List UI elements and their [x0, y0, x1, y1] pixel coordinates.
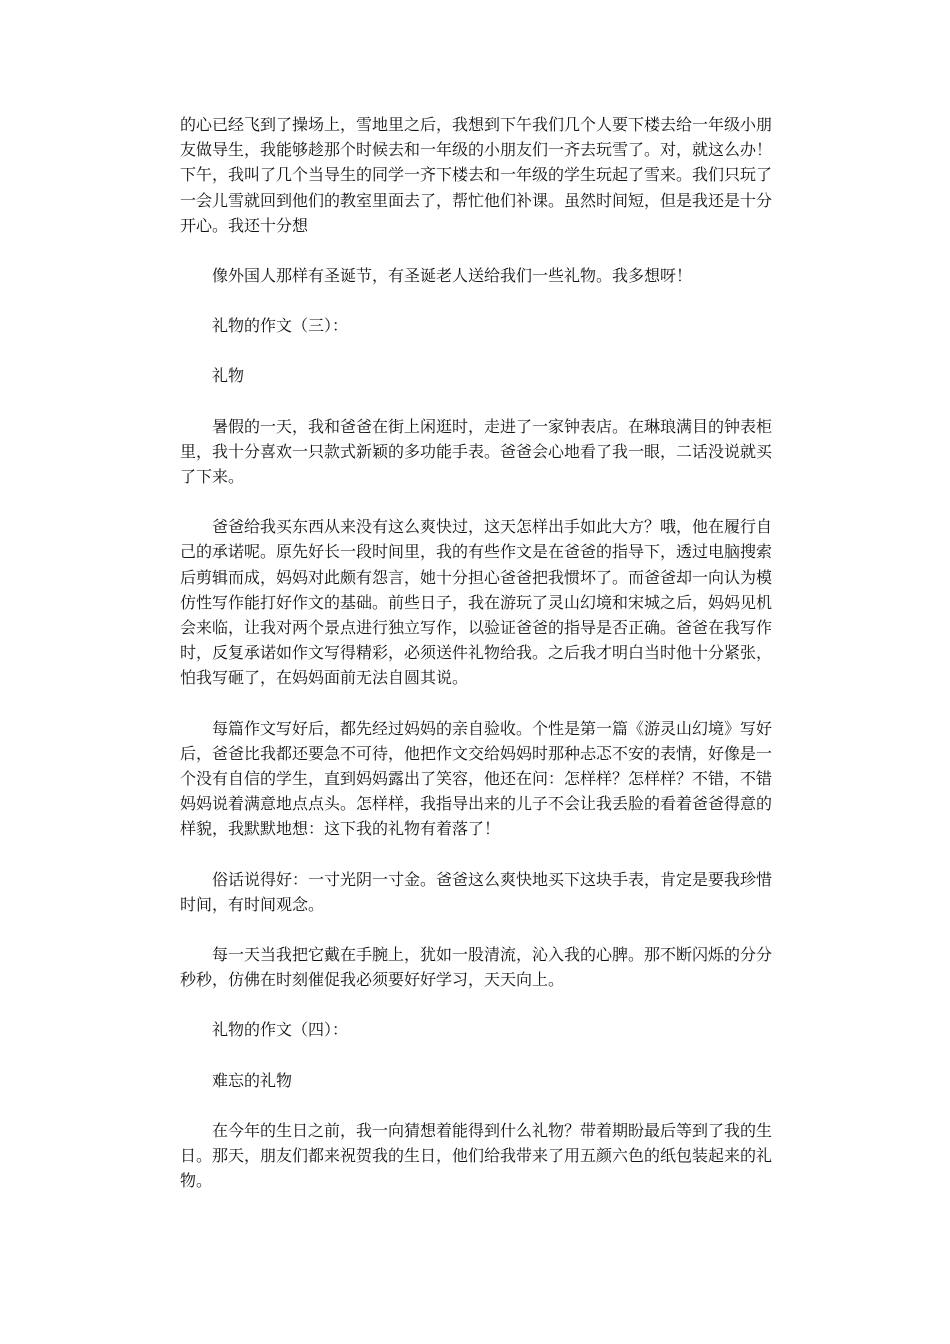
paragraph-continuation: 的心已经飞到了操场上，雪地里之后，我想到下午我们几个人要下楼去给一年级小朋友做导生，我能够趁那个时候去和一年级的小朋友们一齐去玩雪了。对，就这么办！下午，我叫了几个当导生的同学一齐下楼去和一年级的学生玩起了雪来。我们只玩了一会儿雪就回到他们的教室里面去了，帮忙他们补课。虽然时间短，但是我还是十分开心。我还十分想	[180, 115, 773, 235]
paragraph: 每篇作文写好后，都先经过妈妈的亲自验收。个性是第一篇《游灵山幻境》写好后，爸爸比我都还要急不可待，他把作文交给妈妈时那种忐忑不安的表情，好像是一个没有自信的学生，直到妈妈露出了笑容，他还在问：怎样样？怎样样？不错，不错妈妈说着满意地点点头。怎样样，我指导出来的儿子不会让我丢脸的看着爸爸得意的样貌，我默默地想：这下我的礼物有着落了！	[180, 718, 773, 839]
essay-title: 难忘的礼物	[212, 1070, 293, 1090]
section-heading: 礼物的作文（四）：	[212, 1020, 349, 1040]
paragraph: 像外国人那样有圣诞节，有圣诞老人送给我们一些礼物。我多想呀！	[212, 266, 693, 286]
paragraph: 在今年的生日之前，我一向猜想着能得到什么礼物？带着期盼最后等到了我的生日。那天，朋友们都来祝贺我的生日，他们给我带来了用五颜六色的纸包装起来的礼物。	[180, 1120, 773, 1191]
paragraph: 爸爸给我买东西从来没有这么爽快过，这天怎样出手如此大方？哦，他在履行自己的承诺呢。原先好长一段时间里，我的有些作文是在爸爸的指导下，透过电脑搜索后剪辑而成，妈妈对此颇有怨言，她十分担心爸爸把我惯坏了。而爸爸却一向认为模仿性写作能打好作文的基础。前些日子，我在游玩了灵山幻境和宋城之后，妈妈见机会来临，让我对两个景点进行独立写作，以验证爸爸的指导是否正确。爸爸在我写作时，反复承诺如作文写得精彩，必须送件礼物给我。之后我才明白当时他十分紧张，怕我写砸了，在妈妈面前无法自圆其说。	[180, 517, 773, 688]
section-heading: 礼物的作文（三）：	[212, 316, 349, 336]
paragraph: 俗话说得好：一寸光阴一寸金。爸爸这么爽快地买下这块手表，肯定是要我珍惜时间，有时间观念。	[180, 869, 773, 914]
paragraph: 每一天当我把它戴在手腕上，犹如一股清流，沁入我的心脾。那不断闪烁的分分秒秒，仿佛在时刻催促我必须要好好学习，天天向上。	[180, 945, 773, 990]
document-body	[180, 112, 772, 1194]
paragraph: 暑假的一天，我和爸爸在街上闲逛时，走进了一家钟表店。在琳琅满目的钟表柜里，我十分喜欢一只款式新颖的多功能手表。爸爸会心地看了我一眼，二话没说就买了下来。	[180, 416, 773, 487]
essay-title: 礼物	[212, 366, 245, 386]
